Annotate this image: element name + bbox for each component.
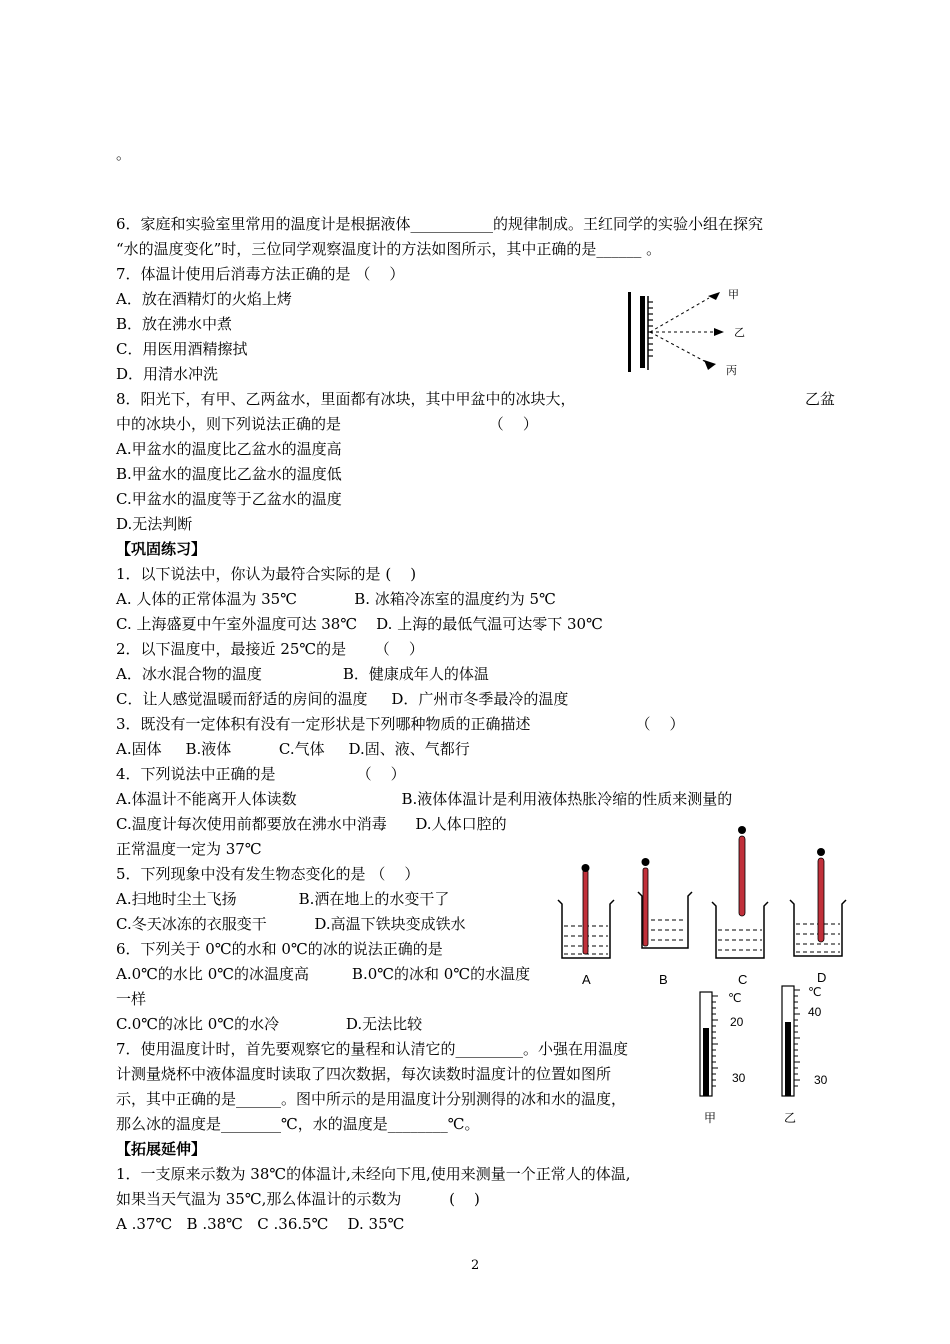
q7-option-d: D．用清水冲洗 bbox=[116, 365, 219, 383]
p3-options: A.固体 B.液体 C.气体 D.固、液、气都行 bbox=[116, 740, 470, 758]
q8-line-1-right: 乙盆 bbox=[805, 390, 836, 408]
eye-icon-jia bbox=[708, 292, 720, 300]
q7-stem: 7．体温计使用后消毒方法正确的是 （ ） bbox=[116, 265, 405, 283]
stray-period: 。 bbox=[116, 145, 132, 163]
p4-option-c: C.温度计每次使用前都要放在沸水中消毒 D.人体口腔的 bbox=[116, 815, 507, 833]
t1-line-1: 1．一支原来示数为 38℃的体温计,未经向下甩,使用来测量一个正常人的体温, bbox=[116, 1165, 631, 1183]
q8-option-d: D.无法判断 bbox=[116, 515, 193, 533]
eye-label-yi: 乙 bbox=[734, 326, 745, 339]
p3-stem: 3．既没有一定体积有没有一定形状是下列哪种物质的正确描述 （ ） bbox=[116, 715, 685, 733]
beaker-label-c: C bbox=[738, 972, 748, 987]
thermometer-scales-figure bbox=[680, 978, 850, 1128]
thermometer-jia bbox=[700, 992, 718, 1096]
t1-options: A .37℃ B .38℃ C .36.5℃ D. 35℃ bbox=[116, 1215, 405, 1233]
p4-stem: 4．下列说法中正确的是 （ ） bbox=[116, 765, 406, 783]
thermometer-yi-top-label: 40 bbox=[808, 1005, 822, 1019]
p1-options-cd: C. 上海盛夏中午室外温度可达 38℃ D. 上海的最低气温可达零下 30℃ bbox=[116, 615, 603, 633]
beaker-label-a: A bbox=[582, 972, 591, 987]
thermometer-jia-bottom-label: 30 bbox=[732, 1071, 746, 1085]
thermometer-liquid-column bbox=[640, 296, 645, 368]
p5-options-ab: A.扫地时尘土飞扬 B.洒在地上的水变干了 bbox=[116, 890, 450, 908]
thermometer-jia-name: 甲 bbox=[704, 1111, 717, 1125]
p2-stem: 2．以下温度中，最接近 25℃的是 （ ） bbox=[116, 640, 424, 658]
page-number: 2 bbox=[471, 1258, 480, 1273]
eye-label-bing: 丙 bbox=[726, 364, 737, 377]
q7-option-a: A．放在酒精灯的火焰上烤 bbox=[116, 290, 292, 308]
beaker-thermometer-figure bbox=[552, 822, 872, 994]
q8-line-1: 8．阳光下，有甲、乙两盆水，里面都有冰块，其中甲盆中的冰块大， bbox=[116, 390, 576, 408]
p2-options-ab: A．冰水混合物的温度 B．健康成年人的体温 bbox=[116, 665, 489, 683]
thermometer-jia-unit: ℃ bbox=[728, 991, 742, 1005]
eye-position-figure bbox=[624, 286, 754, 382]
eye-icon-bing bbox=[704, 360, 716, 370]
beaker-d bbox=[790, 848, 846, 956]
q8-line-2: 中的冰块小，则下列说法正确的是 （ ） bbox=[116, 415, 538, 433]
p5-stem: 5．下列现象中没有发生物态变化的是 （ ） bbox=[116, 865, 420, 883]
p6-stem: 6．下列关于 0℃的水和 0℃的冰的说法正确的是 bbox=[116, 940, 443, 958]
beaker-label-d: D bbox=[817, 970, 827, 985]
beaker-a bbox=[558, 864, 614, 958]
p1-stem: 1．以下说法中，你认为最符合实际的是 ( ) bbox=[116, 565, 417, 583]
thermometer-glass-line bbox=[628, 292, 631, 372]
q6-line-1: 6．家庭和实验室里常用的温度计是根据液体___________的规律制成。王红同学的实验小组在探究 bbox=[116, 215, 764, 233]
thermometer-jia-top-label: 20 bbox=[730, 1015, 744, 1029]
p7-line-1: 7．使用温度计时，首先要观察它的量程和认清它的_________。小强在用温度 bbox=[116, 1040, 629, 1058]
p7-line-2: 计测量烧杯中液体温度时读取了四次数据，每次读数时温度计的位置如图所 bbox=[116, 1065, 612, 1083]
section-heading-extension: 【拓展延伸】 bbox=[116, 1140, 207, 1158]
q8-option-c: C.甲盆水的温度等于乙盆水的温度 bbox=[116, 490, 342, 508]
beaker-c bbox=[712, 826, 768, 958]
q7-option-b: B．放在沸水中煮 bbox=[116, 315, 233, 333]
thermometer-yi-unit: ℃ bbox=[808, 985, 822, 999]
q8-option-b: B.甲盆水的温度比乙盆水的温度低 bbox=[116, 465, 342, 483]
beaker-b bbox=[638, 858, 692, 948]
p4-options-ab: A.体温计不能离开人体读数 B.液体体温计是利用液体热胀冷缩的性质来测量的 bbox=[116, 790, 733, 808]
t1-line-2: 如果当天气温为 35℃,那么体温计的示数为 ( ) bbox=[116, 1190, 480, 1208]
eye-icon-yi bbox=[714, 328, 724, 336]
thermometer-yi bbox=[782, 986, 800, 1096]
beaker-label-b: B bbox=[659, 972, 668, 987]
section-heading-practice: 【巩固练习】 bbox=[116, 540, 207, 558]
p7-line-4: 那么冰的温度是________℃，水的温度是________℃。 bbox=[116, 1115, 480, 1133]
p6-options-cd: C.0℃的冰比 0℃的水冷 D.无法比较 bbox=[116, 1015, 423, 1033]
eye-label-jia: 甲 bbox=[728, 288, 739, 301]
p2-options-cd: C．让人感觉温暖而舒适的房间的温度 D．广州市冬季最冷的温度 bbox=[116, 690, 569, 708]
p6-options-ab-cont: 一样 bbox=[116, 990, 147, 1008]
p5-options-cd: C.冬天冰冻的衣服变干 D.高温下铁块变成铁水 bbox=[116, 915, 466, 933]
p6-options-ab: A.0℃的水比 0℃的冰温度高 B.0℃的冰和 0℃的水温度 bbox=[116, 965, 531, 983]
p4-option-c-cont: 正常温度一定为 37℃ bbox=[116, 840, 262, 858]
thermometer-yi-bottom-label: 30 bbox=[814, 1073, 828, 1087]
q7-option-c: C．用医用酒精擦拭 bbox=[116, 340, 248, 358]
thermometer-yi-name: 乙 bbox=[784, 1111, 797, 1125]
p7-line-3: 示，其中正确的是______。图中所示的是用温度计分别测得的冰和水的温度， bbox=[116, 1090, 627, 1108]
sight-lines bbox=[650, 298, 714, 362]
q6-line-2: “水的温度变化”时，三位同学观察温度计的方法如图所示，其中正确的是______ 。 bbox=[116, 240, 662, 258]
p1-options-ab: A. 人体的正常体温为 35℃ B. 冰箱冷冻室的温度约为 5℃ bbox=[116, 590, 556, 608]
q8-option-a: A.甲盆水的温度比乙盆水的温度高 bbox=[116, 440, 342, 458]
